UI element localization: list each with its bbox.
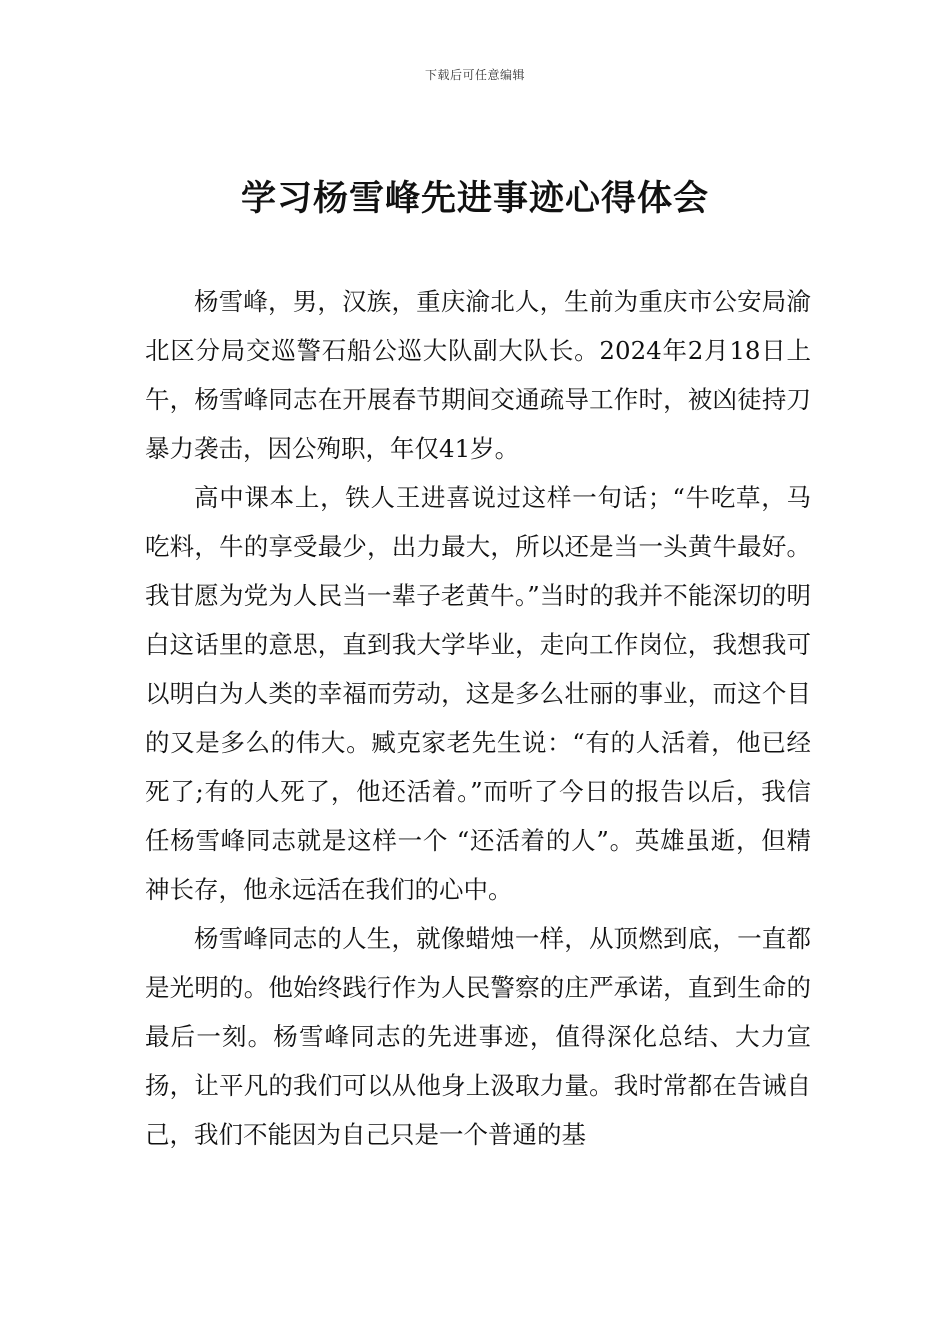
document-body — [145, 277, 811, 1159]
paragraph-3: 杨雪峰同志的人生，就像蜡烛一样，从顶燃到底，一直都是光明的。他始终践行作为人民警察的庄严承诺，直到生命的最后一刻。杨雪峰同志的先进事迹，值得深化总结、大力宣扬，让平凡的我们可以从他身上汲取力量。我时常都在告诫自己，我们不能因为自己只是一个普通的基 — [145, 924, 811, 1149]
paragraph-2: 高中课本上，铁人王进喜说过这样一句话；“牛吃草，马吃料，牛的享受最少，出力最大，所以还是当一头黄牛最好。我甘愿为党为人民当一辈子老黄牛。”当时的我并不能深切的明白这话里的意思，直到我大学毕业，走向工作岗位，我想我可以明白为人类的幸福而劳动，这是多么壮丽的事业，而这个目的又是多么的伟大。臧克家老先生说：“有的人活着，他已经死了;有的人死了，他还活着。”而听了今日的报告以后，我信任杨雪峰同志就是这样一个 “还活着的人”。英雄虽逝，但精神长存，他永远活在我们的心中。 — [145, 483, 811, 904]
header-note: 下载后可任意编辑 — [424, 68, 525, 82]
paragraph-1: 杨雪峰，男，汉族，重庆渝北人，生前为重庆市公安局渝北区分局交巡警石船公巡大队副大队长。2024年2月18日上午，杨雪峰同志在开展春节期间交通疏导工作时，被凶徒持刀暴力袭击，因公殉职，年仅41岁。 — [145, 287, 811, 463]
document-title: 学习杨雪峰先进事迹心得体会 — [240, 178, 709, 219]
